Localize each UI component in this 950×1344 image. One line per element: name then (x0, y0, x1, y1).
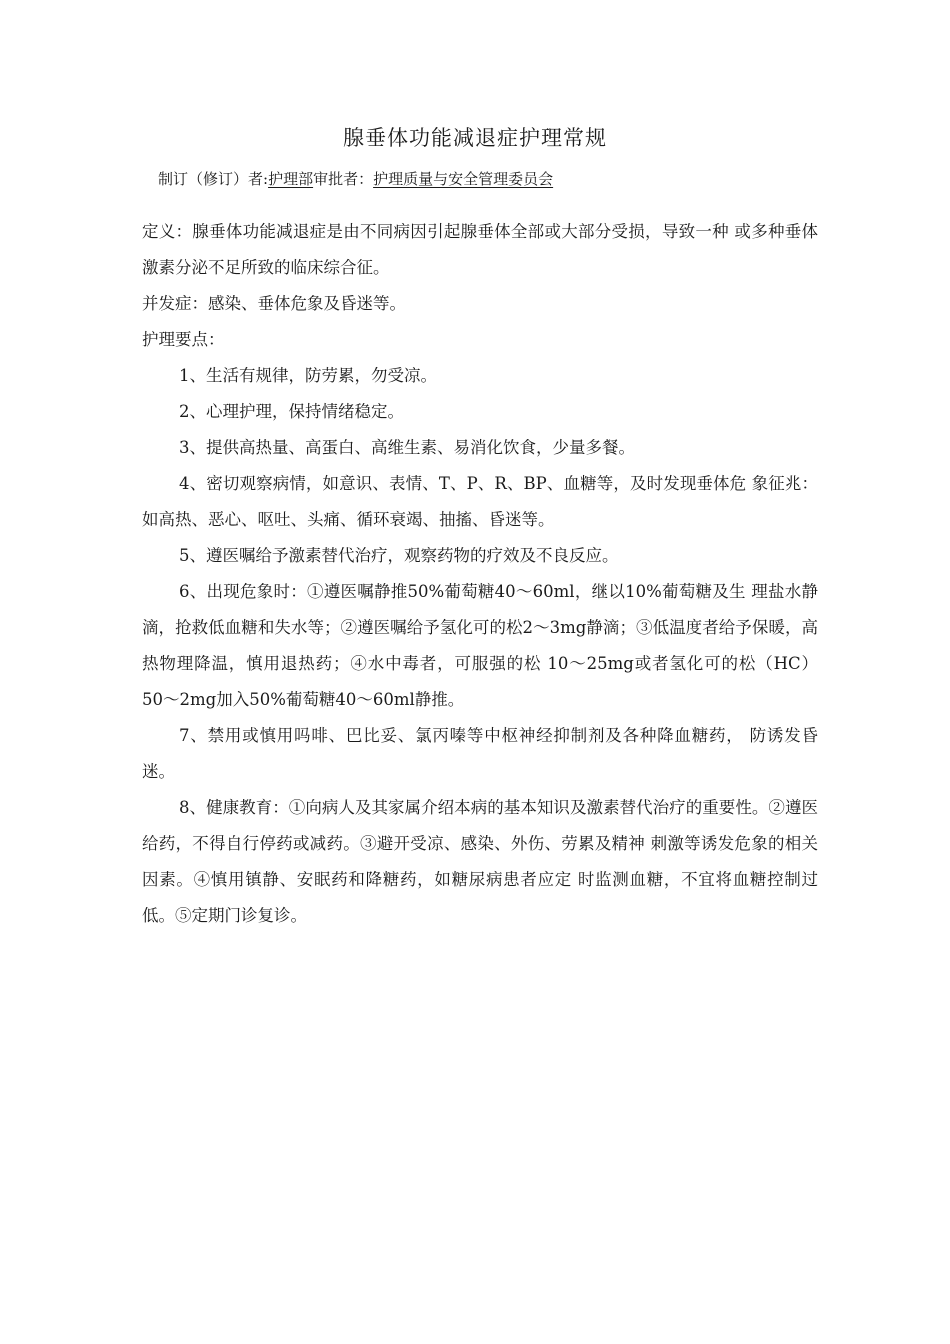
document-body (142, 214, 818, 934)
complications-paragraph: 并发症：感染、垂体危象及昏迷等。 (142, 294, 406, 313)
key-point-8: 8、健康教育：①向病人及其家属介绍本病的基本知识及激素替代治疗的重要性。②遵医给药，不得自行停药或减药。③避开受凉、感染、外伤、劳累及精神 刺激等诱发危象的相关因素。④慎用镇静、安眠药和降糖药，如糖尿病患者应定 时监测血糖，不宜将血糖控制过低。⑤定期门诊复诊。 (142, 798, 818, 925)
document-meta (158, 168, 553, 189)
key-point-2: 2、心理护理，保持情绪稳定。 (179, 402, 404, 421)
key-point-3: 3、提供高热量、高蛋白、高维生素、易消化饮食，少量多餐。 (179, 438, 635, 457)
author-label: 制订（修订）者: (158, 170, 269, 188)
key-point-5: 5、遵医嘱给予激素替代治疗，观察药物的疗效及不良反应。 (179, 546, 619, 565)
key-point-4: 4、密切观察病情，如意识、表情、T、P、R、BP、血糖等，及时发现垂体危 象征兆：如高热、恶心、呕吐、头痛、循环衰竭、抽搐、昏迷等。 (142, 474, 818, 529)
key-point-6: 6、出现危象时：①遵医嘱静推50%葡萄糖40〜60ml，继以10%葡萄糖及生 理盐水静滴，抢救低血糖和失水等；②遵医嘱给予氢化可的松2〜3mg静滴；③低温度者给予保暖，高热物理降温，慎用退热药；④水中毒者，可服强的松 10〜25mg或者氢化可的松（HC）50〜2mg加入50%葡萄糖40〜60ml静推。 (142, 582, 818, 709)
key-points-heading: 护理要点： (142, 330, 225, 349)
key-point-7: 7、禁用或慎用吗啡、巴比妥、氯丙嗪等中枢神经抑制剂及各种降血糖药， 防诱发昏迷。 (142, 726, 818, 781)
definition-paragraph: 定义：腺垂体功能减退症是由不同病因引起腺垂体全部或大部分受损，导致一种 或多种垂体激素分泌不足所致的临床综合征。 (142, 222, 818, 277)
key-point-1: 1、生活有规律，防劳累，勿受凉。 (179, 366, 437, 385)
reviewer-label: 审批者： (313, 170, 374, 188)
document-title: 腺垂体功能减退症护理常规 (343, 126, 607, 150)
author-value: 护理部 (268, 170, 314, 188)
reviewer-value: 护理质量与安全管理委员会 (373, 170, 554, 188)
